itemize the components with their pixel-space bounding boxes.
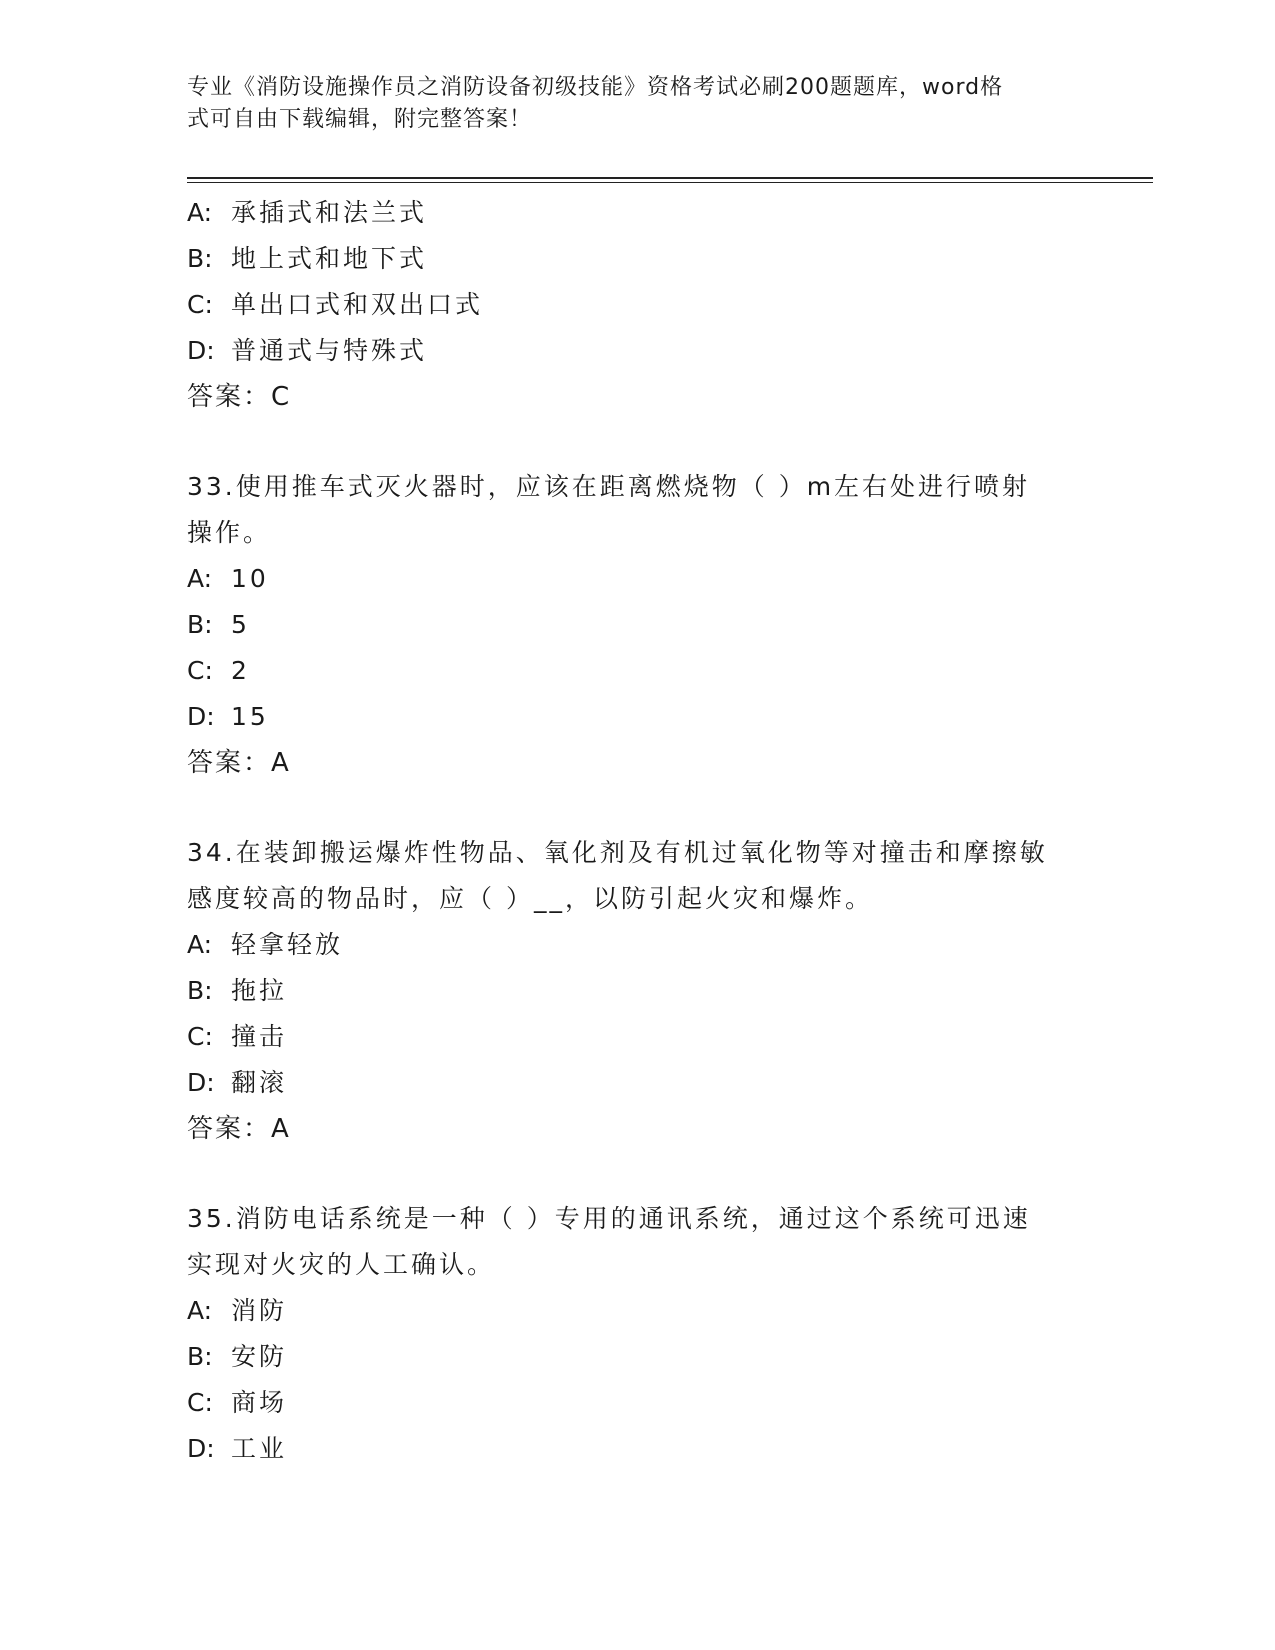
- option-letter: D:: [187, 1068, 215, 1097]
- option-letter: B:: [187, 1342, 213, 1371]
- option-text: 15: [231, 702, 269, 731]
- question-block-35: [187, 1196, 1087, 1472]
- option-text: 商场: [231, 1388, 288, 1417]
- header-line-2: 式可自由下载编辑，附完整答案！: [187, 107, 533, 132]
- option-a: [187, 556, 1087, 602]
- option-text: 轻拿轻放: [231, 930, 344, 959]
- option-a: [187, 1288, 1087, 1334]
- option-text: 消防: [231, 1296, 288, 1325]
- answer-line: [187, 1106, 1087, 1152]
- option-letter: B:: [187, 976, 213, 1005]
- option-b: [187, 236, 1087, 282]
- option-b: [187, 1334, 1087, 1380]
- question-stem-line-1: 33.使用推车式灭火器时，应该在距离燃烧物（ ）m左右处进行喷射: [187, 472, 1031, 501]
- option-text: 10: [231, 564, 269, 593]
- header-rule-thick: [187, 177, 1153, 179]
- answer-value: A: [271, 1114, 291, 1144]
- option-letter: C:: [187, 1388, 213, 1417]
- spacer: [187, 1152, 1087, 1196]
- question-block-33: [187, 464, 1087, 786]
- option-text: 地上式和地下式: [231, 244, 428, 273]
- option-text: 拖拉: [231, 976, 288, 1005]
- option-letter: B:: [187, 610, 213, 639]
- option-letter: C:: [187, 1022, 213, 1051]
- option-text: 2: [231, 656, 250, 685]
- option-letter: A:: [187, 1296, 213, 1325]
- option-letter: A:: [187, 198, 213, 227]
- question-stem-line-1: 35.消防电话系统是一种（ ）专用的通讯系统，通过这个系统可迅速: [187, 1204, 1031, 1233]
- option-b: [187, 602, 1087, 648]
- option-d: [187, 1426, 1087, 1472]
- question-stem-line-1: 34.在装卸搬运爆炸性物品、氧化剂及有机过氧化物等对撞击和摩擦敏: [187, 838, 1048, 867]
- option-b: [187, 968, 1087, 1014]
- question-stem: [187, 464, 1087, 556]
- option-letter: D:: [187, 336, 215, 365]
- question-stem-line-2: 感度较高的物品时，应（ ）__，以防引起火灾和爆炸。: [187, 884, 873, 913]
- header-line-1: 专业《消防设施操作员之消防设备初级技能》资格考试必刷200题题库，word格: [187, 75, 1004, 100]
- answer-value: A: [271, 748, 291, 778]
- option-letter: A:: [187, 564, 213, 593]
- answer-label: 答案：: [187, 382, 272, 412]
- option-text: 撞击: [231, 1022, 288, 1051]
- question-stem-line-2: 实现对火灾的人工确认。: [187, 1250, 496, 1279]
- document-header: [187, 72, 1067, 136]
- answer-label: 答案：: [187, 1114, 272, 1144]
- option-a: [187, 190, 1087, 236]
- option-d: [187, 694, 1087, 740]
- header-rule-thin: [187, 182, 1153, 183]
- answer-line: [187, 374, 1087, 420]
- option-letter: C:: [187, 290, 213, 319]
- question-block-32: [187, 190, 1087, 420]
- option-letter: D:: [187, 702, 215, 731]
- question-block-34: [187, 830, 1087, 1152]
- option-c: [187, 282, 1087, 328]
- option-c: [187, 1014, 1087, 1060]
- option-text: 翻滚: [231, 1068, 288, 1097]
- question-stem: [187, 830, 1087, 922]
- option-c: [187, 648, 1087, 694]
- option-letter: B:: [187, 244, 213, 273]
- option-text: 5: [231, 610, 250, 639]
- option-c: [187, 1380, 1087, 1426]
- answer-value: C: [271, 382, 292, 412]
- option-letter: C:: [187, 656, 213, 685]
- question-stem-line-2: 操作。: [187, 518, 272, 547]
- option-a: [187, 922, 1087, 968]
- answer-label: 答案：: [187, 748, 272, 778]
- option-text: 工业: [231, 1434, 288, 1463]
- option-text: 单出口式和双出口式: [231, 290, 484, 319]
- question-stem: [187, 1196, 1087, 1288]
- question-list: [187, 190, 1087, 1472]
- option-text: 安防: [231, 1342, 288, 1371]
- answer-line: [187, 740, 1087, 786]
- option-letter: D:: [187, 1434, 215, 1463]
- option-text: 普通式与特殊式: [231, 336, 428, 365]
- option-text: 承插式和法兰式: [231, 198, 428, 227]
- option-letter: A:: [187, 930, 213, 959]
- spacer: [187, 420, 1087, 464]
- option-d: [187, 328, 1087, 374]
- spacer: [187, 786, 1087, 830]
- option-d: [187, 1060, 1087, 1106]
